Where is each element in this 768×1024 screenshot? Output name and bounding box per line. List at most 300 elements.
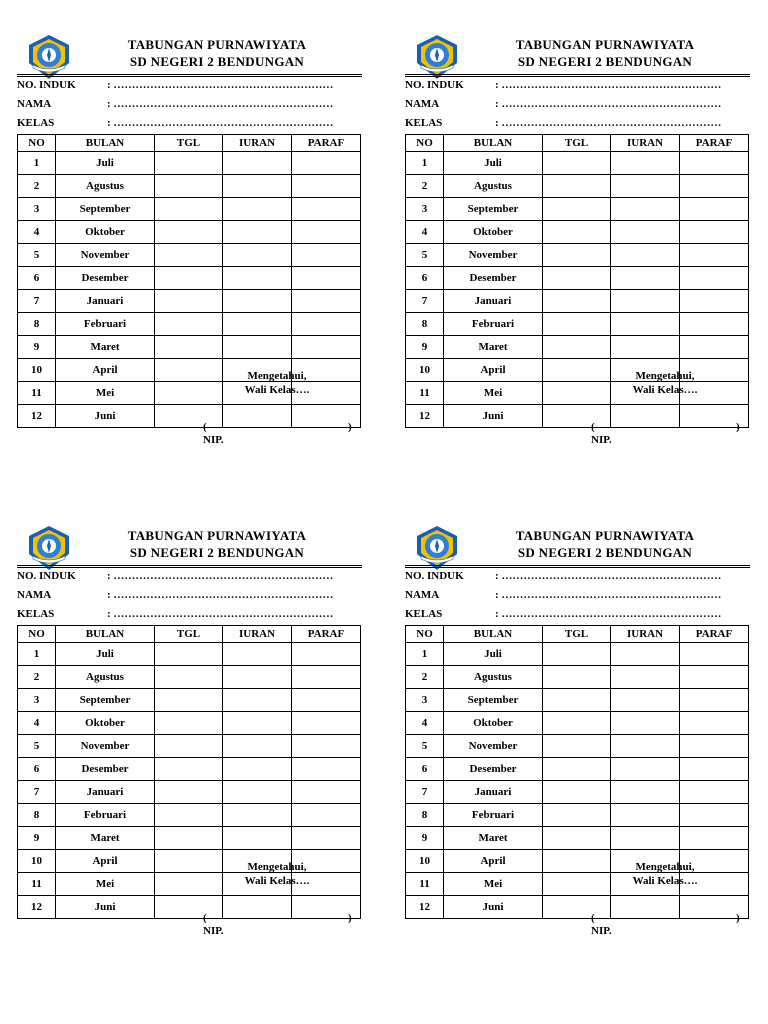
cell-tgl bbox=[155, 336, 223, 359]
cell-bulan: Oktober bbox=[56, 221, 155, 244]
cell-bulan: November bbox=[56, 244, 155, 267]
field-label: KELAS bbox=[405, 608, 443, 620]
cell-tgl bbox=[155, 290, 223, 313]
col-header-no: NO bbox=[18, 626, 56, 643]
cell-no: 8 bbox=[406, 313, 444, 336]
field-value: : …………………………………………………… bbox=[107, 608, 334, 620]
cell-paraf bbox=[292, 781, 361, 804]
cell-no: 1 bbox=[406, 152, 444, 175]
cell-bulan: April bbox=[56, 850, 155, 873]
field-value: : …………………………………………………… bbox=[107, 117, 334, 129]
cell-tgl bbox=[155, 804, 223, 827]
field-value: : …………………………………………………… bbox=[495, 570, 722, 582]
cell-bulan: Agustus bbox=[444, 666, 543, 689]
title-line-2: SD NEGERI 2 BENDUNGAN bbox=[517, 54, 693, 69]
cell-bulan: Oktober bbox=[444, 712, 543, 735]
cell-bulan: April bbox=[444, 359, 543, 382]
cell-no: 1 bbox=[18, 152, 56, 175]
col-header-paraf: PARAF bbox=[292, 626, 361, 643]
field-label: KELAS bbox=[17, 117, 55, 129]
cell-no: 9 bbox=[18, 827, 56, 850]
col-header-no: NO bbox=[406, 135, 444, 152]
cell-iuran bbox=[611, 666, 680, 689]
cell-tgl bbox=[155, 712, 223, 735]
field-kelas bbox=[405, 117, 750, 133]
cell-iuran bbox=[223, 896, 292, 919]
wali-kelas-label: Wali Kelas…. bbox=[244, 384, 310, 396]
table-row bbox=[18, 666, 361, 689]
table-row bbox=[406, 152, 749, 175]
table-row bbox=[18, 336, 361, 359]
cell-tgl bbox=[155, 896, 223, 919]
col-header-bulan: BULAN bbox=[56, 135, 155, 152]
cell-iuran bbox=[223, 827, 292, 850]
table-row bbox=[406, 267, 749, 290]
cell-iuran bbox=[223, 689, 292, 712]
cell-tgl bbox=[543, 643, 611, 666]
col-header-iuran: IURAN bbox=[223, 626, 292, 643]
cell-iuran bbox=[611, 198, 680, 221]
table-header-row bbox=[18, 626, 361, 643]
cell-tgl bbox=[543, 382, 611, 405]
cell-iuran bbox=[223, 313, 292, 336]
cell-no: 11 bbox=[18, 873, 56, 896]
title-line-1: TABUNGAN PURNAWIYATA bbox=[515, 528, 695, 543]
cell-no: 10 bbox=[18, 850, 56, 873]
cell-tgl bbox=[155, 643, 223, 666]
cell-bulan: Maret bbox=[444, 827, 543, 850]
table-header-row bbox=[406, 626, 749, 643]
cell-bulan: Desember bbox=[56, 758, 155, 781]
cell-no: 5 bbox=[18, 244, 56, 267]
cell-tgl bbox=[543, 666, 611, 689]
cell-no: 9 bbox=[406, 336, 444, 359]
col-header-paraf: PARAF bbox=[292, 135, 361, 152]
cell-no: 7 bbox=[406, 290, 444, 313]
cell-tgl bbox=[155, 382, 223, 405]
cell-iuran bbox=[223, 804, 292, 827]
cell-bulan: Juni bbox=[444, 896, 543, 919]
cell-bulan: Juni bbox=[444, 405, 543, 428]
cell-no: 9 bbox=[18, 336, 56, 359]
cell-iuran bbox=[223, 244, 292, 267]
cell-iuran bbox=[223, 666, 292, 689]
cell-bulan: Agustus bbox=[56, 175, 155, 198]
cell-bulan: Agustus bbox=[444, 175, 543, 198]
cell-bulan: Desember bbox=[56, 267, 155, 290]
table-row bbox=[18, 758, 361, 781]
cell-no: 3 bbox=[18, 689, 56, 712]
col-header-paraf: PARAF bbox=[680, 135, 749, 152]
field-no-induk bbox=[17, 79, 362, 95]
table-row bbox=[18, 267, 361, 290]
cell-paraf bbox=[680, 643, 749, 666]
cell-no: 4 bbox=[18, 712, 56, 735]
cell-bulan: Desember bbox=[444, 267, 543, 290]
cell-no: 7 bbox=[406, 781, 444, 804]
cell-tgl bbox=[155, 198, 223, 221]
table-row bbox=[18, 827, 361, 850]
cell-iuran bbox=[611, 827, 680, 850]
table-row bbox=[406, 666, 749, 689]
field-value: : …………………………………………………… bbox=[495, 608, 722, 620]
cell-paraf bbox=[680, 804, 749, 827]
field-label: NAMA bbox=[405, 98, 440, 110]
table-header-row bbox=[406, 135, 749, 152]
table-row bbox=[18, 221, 361, 244]
cell-no: 2 bbox=[406, 175, 444, 198]
cell-tgl bbox=[543, 758, 611, 781]
cell-tgl bbox=[155, 758, 223, 781]
cell-paraf bbox=[680, 267, 749, 290]
table-row bbox=[18, 735, 361, 758]
cell-bulan: November bbox=[444, 244, 543, 267]
cell-iuran bbox=[611, 735, 680, 758]
cell-no: 3 bbox=[406, 198, 444, 221]
cell-tgl bbox=[155, 244, 223, 267]
cell-tgl bbox=[543, 827, 611, 850]
cell-paraf bbox=[680, 152, 749, 175]
cell-bulan: September bbox=[56, 689, 155, 712]
savings-card bbox=[17, 527, 362, 1007]
cell-bulan: Februari bbox=[444, 804, 543, 827]
cell-iuran bbox=[611, 758, 680, 781]
table-row bbox=[18, 152, 361, 175]
cell-bulan: Mei bbox=[56, 873, 155, 896]
cell-bulan: Oktober bbox=[56, 712, 155, 735]
cell-paraf bbox=[292, 221, 361, 244]
cell-iuran bbox=[611, 804, 680, 827]
cell-tgl bbox=[543, 850, 611, 873]
cell-iuran bbox=[611, 643, 680, 666]
cell-no: 2 bbox=[18, 666, 56, 689]
field-label: NO. INDUK bbox=[405, 79, 464, 91]
cell-bulan: Januari bbox=[444, 290, 543, 313]
cell-bulan: Februari bbox=[56, 804, 155, 827]
col-header-iuran: IURAN bbox=[611, 626, 680, 643]
cell-no: 11 bbox=[406, 873, 444, 896]
cell-iuran bbox=[223, 267, 292, 290]
cell-no: 12 bbox=[18, 405, 56, 428]
paren-open: ( bbox=[203, 912, 207, 924]
field-label: KELAS bbox=[405, 117, 443, 129]
cell-iuran bbox=[611, 152, 680, 175]
cell-tgl bbox=[155, 405, 223, 428]
cell-bulan: September bbox=[56, 198, 155, 221]
cell-iuran bbox=[223, 758, 292, 781]
field-no-induk bbox=[405, 79, 750, 95]
cell-iuran bbox=[611, 244, 680, 267]
col-header-iuran: IURAN bbox=[223, 135, 292, 152]
cell-tgl bbox=[543, 290, 611, 313]
cell-tgl bbox=[543, 405, 611, 428]
cell-bulan: Juli bbox=[56, 643, 155, 666]
cell-bulan: November bbox=[444, 735, 543, 758]
cell-tgl bbox=[543, 804, 611, 827]
cell-paraf bbox=[680, 689, 749, 712]
col-header-no: NO bbox=[406, 626, 444, 643]
cell-paraf bbox=[680, 290, 749, 313]
header-divider bbox=[17, 74, 362, 75]
cell-no: 11 bbox=[406, 382, 444, 405]
field-label: NAMA bbox=[17, 589, 52, 601]
cell-tgl bbox=[155, 666, 223, 689]
table-row bbox=[406, 290, 749, 313]
cell-tgl bbox=[543, 781, 611, 804]
table-header-row bbox=[18, 135, 361, 152]
cell-paraf bbox=[292, 267, 361, 290]
cell-tgl bbox=[155, 152, 223, 175]
table-row bbox=[18, 244, 361, 267]
field-nama bbox=[405, 98, 750, 114]
wali-kelas-label: Wali Kelas…. bbox=[632, 875, 698, 887]
header-divider bbox=[405, 76, 750, 77]
cell-tgl bbox=[543, 175, 611, 198]
cell-iuran bbox=[611, 221, 680, 244]
cell-no: 12 bbox=[406, 405, 444, 428]
table-row bbox=[406, 198, 749, 221]
cell-no: 5 bbox=[18, 735, 56, 758]
table-row bbox=[406, 313, 749, 336]
cell-iuran bbox=[223, 643, 292, 666]
table-row bbox=[406, 827, 749, 850]
cell-no: 10 bbox=[406, 850, 444, 873]
cell-paraf bbox=[292, 175, 361, 198]
cell-paraf bbox=[680, 712, 749, 735]
cell-iuran bbox=[223, 152, 292, 175]
cell-bulan: Maret bbox=[444, 336, 543, 359]
cell-no: 1 bbox=[18, 643, 56, 666]
col-header-tgl: TGL bbox=[543, 135, 611, 152]
cell-tgl bbox=[543, 873, 611, 896]
cell-paraf bbox=[680, 781, 749, 804]
cell-tgl bbox=[543, 896, 611, 919]
cell-bulan: Agustus bbox=[56, 666, 155, 689]
field-label: NAMA bbox=[17, 98, 52, 110]
cell-tgl bbox=[543, 198, 611, 221]
cell-paraf bbox=[292, 290, 361, 313]
cell-iuran bbox=[611, 313, 680, 336]
cell-iuran bbox=[611, 175, 680, 198]
cell-tgl bbox=[543, 359, 611, 382]
cell-tgl bbox=[543, 735, 611, 758]
header-divider bbox=[405, 567, 750, 568]
cell-no: 3 bbox=[18, 198, 56, 221]
cell-iuran bbox=[223, 735, 292, 758]
field-value: : …………………………………………………… bbox=[107, 79, 334, 91]
cell-no: 4 bbox=[406, 712, 444, 735]
cell-paraf bbox=[680, 198, 749, 221]
cell-tgl bbox=[543, 152, 611, 175]
wali-kelas-label: Wali Kelas…. bbox=[632, 384, 698, 396]
cell-iuran bbox=[611, 689, 680, 712]
col-header-tgl: TGL bbox=[155, 626, 223, 643]
cell-paraf bbox=[680, 336, 749, 359]
cell-bulan: April bbox=[56, 359, 155, 382]
table-row bbox=[18, 405, 361, 428]
cell-iuran bbox=[223, 290, 292, 313]
cell-no: 4 bbox=[406, 221, 444, 244]
cell-no: 6 bbox=[18, 267, 56, 290]
cell-paraf bbox=[292, 643, 361, 666]
cell-bulan: Maret bbox=[56, 827, 155, 850]
field-value: : …………………………………………………… bbox=[495, 98, 722, 110]
cell-bulan: September bbox=[444, 198, 543, 221]
savings-card bbox=[405, 527, 750, 1007]
cell-no: 12 bbox=[406, 896, 444, 919]
title-line-1: TABUNGAN PURNAWIYATA bbox=[515, 37, 695, 52]
cell-no: 9 bbox=[406, 827, 444, 850]
cell-bulan: Juni bbox=[56, 405, 155, 428]
cell-no: 5 bbox=[406, 735, 444, 758]
cell-paraf bbox=[680, 313, 749, 336]
paren-open: ( bbox=[591, 421, 595, 433]
cell-tgl bbox=[155, 827, 223, 850]
cell-tgl bbox=[543, 689, 611, 712]
col-header-iuran: IURAN bbox=[611, 135, 680, 152]
field-label: NO. INDUK bbox=[17, 570, 76, 582]
cell-paraf bbox=[680, 735, 749, 758]
field-nama bbox=[17, 98, 362, 114]
cell-tgl bbox=[543, 712, 611, 735]
table-row bbox=[406, 804, 749, 827]
header-divider bbox=[405, 565, 750, 566]
cell-tgl bbox=[155, 735, 223, 758]
title-line-2: SD NEGERI 2 BENDUNGAN bbox=[517, 545, 693, 560]
cell-tgl bbox=[543, 244, 611, 267]
cell-no: 12 bbox=[18, 896, 56, 919]
cell-no: 7 bbox=[18, 781, 56, 804]
title-line-2: SD NEGERI 2 BENDUNGAN bbox=[129, 545, 305, 560]
savings-card bbox=[17, 36, 362, 516]
cell-paraf bbox=[292, 712, 361, 735]
cell-tgl bbox=[155, 175, 223, 198]
field-value: : …………………………………………………… bbox=[495, 117, 722, 129]
cell-bulan: Februari bbox=[444, 313, 543, 336]
cell-iuran bbox=[223, 405, 292, 428]
cell-paraf bbox=[680, 758, 749, 781]
field-value: : …………………………………………………… bbox=[107, 570, 334, 582]
title-line-1: TABUNGAN PURNAWIYATA bbox=[127, 37, 307, 52]
cell-iuran bbox=[223, 781, 292, 804]
header-divider bbox=[405, 74, 750, 75]
mengetahui-label: Mengetahui, bbox=[247, 861, 307, 873]
field-kelas bbox=[17, 117, 362, 133]
cell-no: 4 bbox=[18, 221, 56, 244]
col-header-bulan: BULAN bbox=[56, 626, 155, 643]
table-row bbox=[18, 313, 361, 336]
table-row bbox=[18, 804, 361, 827]
table-row bbox=[18, 896, 361, 919]
field-value: : …………………………………………………… bbox=[495, 589, 722, 601]
cell-no: 5 bbox=[406, 244, 444, 267]
nip-label: NIP. bbox=[203, 925, 224, 937]
table-row bbox=[18, 643, 361, 666]
cell-tgl bbox=[155, 221, 223, 244]
cell-bulan: Oktober bbox=[444, 221, 543, 244]
cell-tgl bbox=[155, 850, 223, 873]
cell-iuran bbox=[223, 712, 292, 735]
cell-bulan: Juli bbox=[444, 152, 543, 175]
field-label: NO. INDUK bbox=[17, 79, 76, 91]
cell-iuran bbox=[611, 405, 680, 428]
table-row bbox=[18, 689, 361, 712]
cell-paraf bbox=[292, 313, 361, 336]
cell-iuran bbox=[611, 267, 680, 290]
cell-bulan: Januari bbox=[56, 781, 155, 804]
cell-tgl bbox=[155, 313, 223, 336]
field-kelas bbox=[17, 608, 362, 624]
cell-bulan: April bbox=[444, 850, 543, 873]
cell-bulan: November bbox=[56, 735, 155, 758]
cell-paraf bbox=[292, 804, 361, 827]
cell-tgl bbox=[543, 336, 611, 359]
cell-bulan: Mei bbox=[56, 382, 155, 405]
cell-no: 8 bbox=[406, 804, 444, 827]
cell-tgl bbox=[155, 267, 223, 290]
col-header-tgl: TGL bbox=[543, 626, 611, 643]
col-header-bulan: BULAN bbox=[444, 135, 543, 152]
table-row bbox=[406, 781, 749, 804]
cell-bulan: Mei bbox=[444, 873, 543, 896]
cell-no: 6 bbox=[406, 267, 444, 290]
field-label: KELAS bbox=[17, 608, 55, 620]
cell-paraf bbox=[292, 152, 361, 175]
cell-iuran bbox=[611, 290, 680, 313]
cell-no: 2 bbox=[406, 666, 444, 689]
cell-paraf bbox=[292, 336, 361, 359]
paren-open: ( bbox=[203, 421, 207, 433]
cell-iuran bbox=[611, 336, 680, 359]
cell-paraf bbox=[292, 827, 361, 850]
cell-paraf bbox=[292, 758, 361, 781]
cell-paraf bbox=[680, 175, 749, 198]
nip-label: NIP. bbox=[591, 434, 612, 446]
paren-close: ) bbox=[736, 421, 740, 433]
table-row bbox=[18, 712, 361, 735]
field-value: : …………………………………………………… bbox=[107, 98, 334, 110]
cell-tgl bbox=[543, 313, 611, 336]
paren-open: ( bbox=[591, 912, 595, 924]
cell-no: 6 bbox=[406, 758, 444, 781]
table-row bbox=[406, 735, 749, 758]
cell-tgl bbox=[155, 689, 223, 712]
savings-card bbox=[405, 36, 750, 516]
cell-no: 2 bbox=[18, 175, 56, 198]
header-divider bbox=[17, 565, 362, 566]
cell-paraf bbox=[292, 735, 361, 758]
field-value: : …………………………………………………… bbox=[495, 79, 722, 91]
cell-bulan: Desember bbox=[444, 758, 543, 781]
cell-iuran bbox=[611, 781, 680, 804]
col-header-bulan: BULAN bbox=[444, 626, 543, 643]
cell-no: 3 bbox=[406, 689, 444, 712]
nip-label: NIP. bbox=[591, 925, 612, 937]
wali-kelas-label: Wali Kelas…. bbox=[244, 875, 310, 887]
cell-no: 1 bbox=[406, 643, 444, 666]
table-row bbox=[406, 689, 749, 712]
cell-bulan: Maret bbox=[56, 336, 155, 359]
cell-bulan: Januari bbox=[56, 290, 155, 313]
table-row bbox=[18, 175, 361, 198]
table-row bbox=[406, 175, 749, 198]
field-label: NAMA bbox=[405, 589, 440, 601]
cell-bulan: Februari bbox=[56, 313, 155, 336]
cell-tgl bbox=[543, 267, 611, 290]
col-header-tgl: TGL bbox=[155, 135, 223, 152]
field-label: NO. INDUK bbox=[405, 570, 464, 582]
table-row bbox=[406, 221, 749, 244]
